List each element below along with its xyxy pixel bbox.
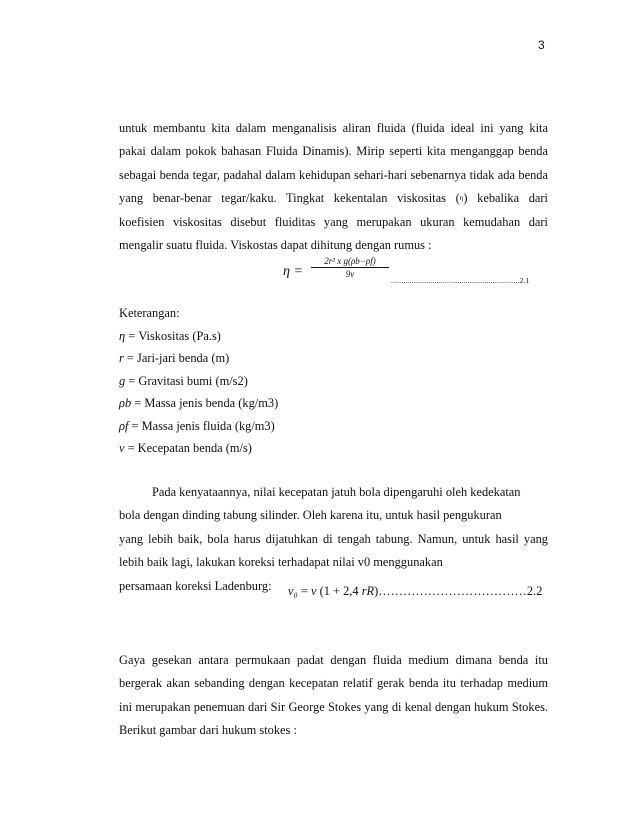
legend-text: = Kecepatan benda (m/s) — [124, 441, 252, 455]
symbol-legend — [119, 302, 278, 460]
legend-symbol: ρf — [119, 418, 129, 433]
formula-paren: (1 + 2,4 — [316, 584, 362, 598]
equation-number-leader: )………………………………2.2 — [374, 584, 543, 598]
legend-symbol: ρb — [119, 396, 132, 410]
formula-denominator: 9v — [345, 269, 355, 279]
text-line: koefisien viskositas disebut fluiditas yang merupakan ukuran kemudahan dari — [119, 214, 548, 229]
paragraph-ladenburg — [119, 481, 548, 598]
legend-item — [119, 325, 278, 348]
text-line: untuk membantu kita dalam menganalisis aliran fluida (fluida ideal ini yang kita — [119, 121, 548, 135]
legend-item — [119, 347, 278, 370]
text-line: yang lebih baik, bola harus dijatuhkan di tengah tabung. Namun, untuk hasil yang — [119, 531, 548, 546]
legend-text: = Massa jenis benda (kg/m3) — [131, 396, 279, 410]
formula-velocity: v — [311, 584, 317, 598]
text-line-segment: yang benar-benar tegar/kaku. Tingkat kekentalan viskositas ( — [119, 191, 460, 206]
text-line: sebagai benda tegar, padahal dalam kehidupan sehari-hari sebenarnya tidak ada benda — [119, 167, 548, 182]
legend-symbol: r — [119, 351, 124, 365]
legend-text: = Massa jenis fluida (kg/m3) — [128, 418, 275, 433]
equation-number-leader: ..............................................................2.1 — [391, 276, 530, 285]
text-line: Berikut gambar dari hukum stokes : — [119, 723, 297, 738]
legend-symbol: η — [119, 328, 126, 343]
text-line: Gaya gesekan antara permukaan padat dengan fluida medium dimana benda itu — [119, 653, 548, 667]
page-number: 3 — [538, 38, 545, 52]
fraction-bar — [311, 267, 389, 268]
legend-text: = Jari-jari benda (m) — [123, 351, 230, 365]
text-line: persamaan koreksi Ladenburg: — [119, 578, 272, 593]
paragraph-viscosity-intro — [119, 117, 548, 257]
legend-item — [119, 415, 278, 438]
text-line-segment: ) kebalika dari — [463, 191, 548, 206]
paragraph-stokes — [119, 649, 548, 743]
legend-item — [119, 437, 278, 460]
legend-symbol: g — [119, 373, 126, 388]
legend-item — [119, 370, 278, 393]
ladenburg-formula — [288, 584, 542, 599]
formula-lhs: η = — [283, 264, 303, 279]
formula-numerator: 2r² x g(ρb−ρf) — [324, 256, 376, 266]
legend-item — [119, 392, 278, 415]
viscosity-formula — [283, 256, 553, 296]
formula-equals: = — [297, 584, 311, 598]
legend-title: Keterangan: — [119, 306, 180, 320]
text-line: pakai dalam pokok bahasan Fluida Dinamis). Mirip seperti kita menganggap benda — [119, 144, 548, 159]
text-line: lebih baik lagi, lakukan koreksi terhadapat nilai v0 menggunakan — [119, 555, 443, 570]
text-line: bola dengan dinding tabung silinder. Oleh karena itu, untuk hasil pengukuran — [119, 508, 502, 523]
text-line: Pada kenyataannya, nilai kecepatan jatuh bola dipengaruhi oleh kedekatan — [152, 485, 521, 499]
text-line — [119, 187, 548, 210]
text-line: bergerak akan sebanding dengan kecepatan relatif gerak benda itu terhadap medium — [119, 676, 548, 691]
legend-text: = Gravitasi bumi (m/s2) — [125, 373, 248, 388]
text-line: mengalir suatu fluida. Viskostas dapat dihitung dengan rumus : — [119, 238, 432, 253]
formula-fraction — [311, 256, 389, 279]
legend-text: = Viskositas (Pa.s) — [125, 328, 221, 343]
formula-lhs: v₀ — [288, 584, 298, 598]
eta-symbol: η — [459, 194, 464, 203]
text-line: ini merupakan penemuan dari Sir George Stokes yang di kenal dengan hukum Stokes. — [119, 699, 548, 714]
formula-ratio: rR — [361, 584, 375, 598]
legend-symbol: v — [119, 441, 125, 455]
